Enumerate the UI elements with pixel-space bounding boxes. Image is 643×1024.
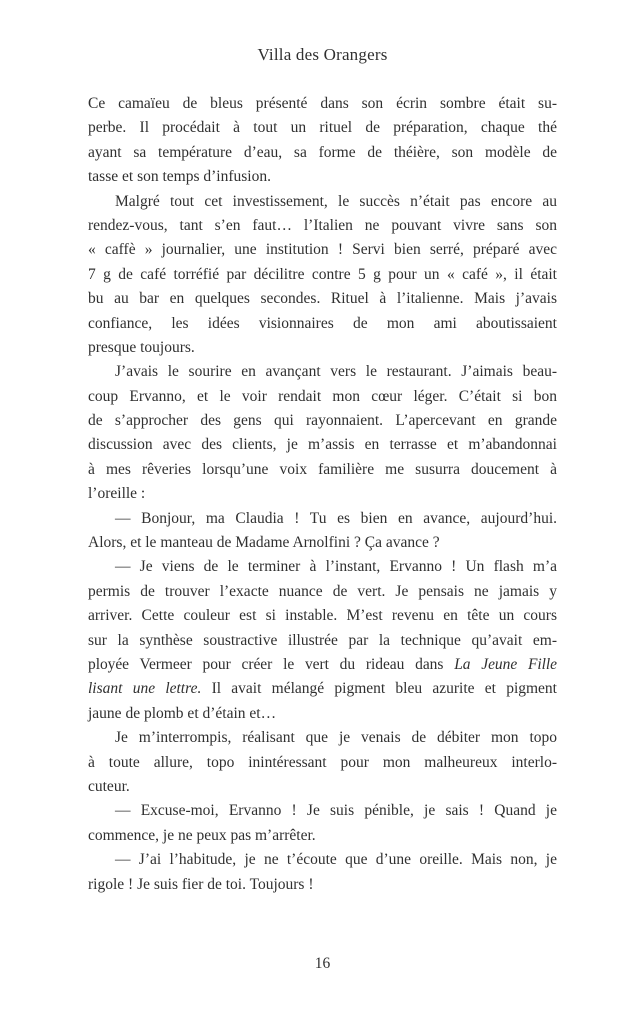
text-line xyxy=(88,580,557,604)
text-line-content xyxy=(88,290,557,307)
text-segment: presque toujours. xyxy=(88,338,195,356)
text-line-content xyxy=(88,534,440,551)
text-line-content xyxy=(88,315,557,332)
text-line xyxy=(88,873,557,897)
text-line-content xyxy=(115,510,557,527)
text-line-content xyxy=(88,632,557,649)
text-line xyxy=(88,555,557,579)
text-segment: — Je viens de le terminer à l’instant, Ervanno ! Un flash m’a xyxy=(115,558,557,576)
paragraph xyxy=(88,555,557,726)
text-segment: J’avais le sourire en avançant vers le restaurant. J’aimais beau- xyxy=(115,363,557,381)
text-line-content xyxy=(88,339,195,356)
text-line-content xyxy=(88,119,557,136)
text-segment: commence, je ne peux pas m’arrêter. xyxy=(88,826,316,844)
text-line-content xyxy=(115,729,557,746)
text-segment: Ce camaïeu de bleus présenté dans son écrin sombre était su- xyxy=(88,95,557,112)
text-line-content xyxy=(88,485,145,502)
text-line-content xyxy=(88,680,557,697)
text-segment: 7 g de café torréfié par décilitre contre 5 g pour un « café », il était xyxy=(88,265,557,283)
text-segment: bu au bar en quelques secondes. Rituel à l’italienne. Mais j’avais xyxy=(88,290,557,308)
text-segment: cuteur. xyxy=(88,777,130,795)
text-segment: rendez-vous, tant s’en faut… l’Italien ne pouvant vivre sans son xyxy=(88,216,557,234)
text-segment: discussion avec des clients, je m’assis en terrasse et m’abandonnai xyxy=(88,436,557,454)
running-header: Villa des Orangers xyxy=(257,45,388,64)
text-line xyxy=(88,92,557,116)
text-line-content xyxy=(88,388,557,405)
text-segment: arriver. Cette couleur est si instable. M’est revenu en tête un cours xyxy=(88,607,557,625)
text-line xyxy=(88,629,557,653)
text-segment: ployée Vermeer pour créer le vert du rideau dans xyxy=(88,655,455,673)
text-segment: perbe. Il procédait à tout un rituel de préparation, chaque thé xyxy=(88,119,557,137)
text-line-content xyxy=(115,851,557,868)
text-line xyxy=(88,653,557,677)
text-segment: — Excuse-moi, Ervanno ! Je suis pénible, je sais ! Quand je xyxy=(115,802,557,820)
text-line xyxy=(88,604,557,628)
text-line xyxy=(88,190,557,214)
italic-book-title: lisant une lettre. xyxy=(88,680,202,698)
text-segment: à mes rêveries lorsqu’une voix familière me susurra doucement à xyxy=(88,460,557,478)
text-segment: l’oreille : xyxy=(88,485,146,503)
paragraph xyxy=(88,360,557,506)
text-line xyxy=(88,360,557,384)
page-number: 16 xyxy=(314,955,331,972)
text-line-content xyxy=(88,461,557,478)
paragraph xyxy=(88,799,557,848)
text-line-content xyxy=(115,363,557,380)
paragraph xyxy=(88,848,557,897)
paragraph xyxy=(88,507,557,556)
text-line-content xyxy=(88,754,557,771)
text-line xyxy=(88,507,557,531)
text-segment: Il avait mélangé pigment bleu azurite et pigment xyxy=(201,680,557,698)
text-line xyxy=(88,458,557,482)
text-line xyxy=(88,848,557,872)
text-line-content xyxy=(88,95,557,112)
paragraph xyxy=(88,92,557,190)
text-segment: confiance, les idées visionnaires de mon ami aboutissaient xyxy=(88,314,557,332)
text-line xyxy=(88,531,557,555)
text-line-content xyxy=(88,217,557,234)
text-line-content xyxy=(88,168,271,185)
page-body xyxy=(88,92,557,897)
text-line xyxy=(88,312,557,336)
text-line-content xyxy=(115,802,557,819)
text-line xyxy=(88,287,557,311)
text-line xyxy=(88,116,557,140)
text-line-content xyxy=(88,144,557,161)
text-segment: tasse et son temps d’infusion. xyxy=(88,168,271,186)
text-line xyxy=(88,238,557,262)
text-line xyxy=(88,751,557,775)
text-line xyxy=(88,726,557,750)
text-line xyxy=(88,702,557,726)
text-line-content xyxy=(115,193,557,210)
text-segment: Alors, et le manteau de Madame Arnolfini ? Ça avance ? xyxy=(88,534,440,552)
text-line-content xyxy=(88,266,557,283)
text-line-content xyxy=(88,607,557,624)
text-segment: permis de trouver l’exacte nuance de vert. Je pensais ne jamais y xyxy=(88,582,557,600)
text-line-content xyxy=(88,412,557,429)
text-line xyxy=(88,433,557,457)
text-segment: coup Ervanno, et le voir rendait mon cœur léger. C’était si bon xyxy=(88,387,557,405)
text-line xyxy=(88,824,557,848)
text-line xyxy=(88,214,557,238)
text-segment: sur la synthèse soustractive illustrée par la technique qu’avait em- xyxy=(88,631,557,649)
text-segment: ayant sa température d’eau, sa forme de théière, son modèle de xyxy=(88,143,557,161)
text-line-content xyxy=(88,241,557,258)
text-segment: à toute allure, topo inintéressant pour mon malheureux interlo- xyxy=(88,753,557,771)
text-line-content xyxy=(88,583,557,600)
paragraph xyxy=(88,726,557,799)
text-line xyxy=(88,336,557,360)
text-line xyxy=(88,263,557,287)
text-segment: jaune de plomb et d’étain et… xyxy=(88,704,277,722)
text-segment: — J’ai l’habitude, je ne t’écoute que d’une oreille. Mais non, je xyxy=(115,851,557,869)
text-line-content xyxy=(88,876,314,893)
text-segment: « caffè » journalier, une institution ! Servi bien serré, préparé avec xyxy=(88,241,557,259)
text-line xyxy=(88,677,557,701)
italic-book-title: La Jeune Fille xyxy=(454,655,557,673)
text-line xyxy=(88,385,557,409)
text-line-content xyxy=(88,656,557,673)
text-line xyxy=(88,409,557,433)
text-line xyxy=(88,775,557,799)
text-line xyxy=(88,799,557,823)
text-segment: Je m’interrompis, réalisant que je venais de débiter mon topo xyxy=(115,729,557,747)
text-line xyxy=(88,482,557,506)
text-line xyxy=(88,141,557,165)
paragraph xyxy=(88,190,557,361)
text-segment: Malgré tout cet investissement, le succès n’était pas encore au xyxy=(115,192,557,210)
text-line-content xyxy=(88,436,557,453)
text-segment: — Bonjour, ma Claudia ! Tu es bien en avance, aujourd’hui. xyxy=(115,509,557,527)
text-segment: rigole ! Je suis fier de toi. Toujours ! xyxy=(88,875,314,893)
text-line xyxy=(88,165,557,189)
text-line-content xyxy=(115,558,557,575)
text-line-content xyxy=(88,827,316,844)
text-line-content xyxy=(88,705,276,722)
text-line-content xyxy=(88,778,130,795)
text-segment: de s’approcher des gens qui rayonnaient. L’apercevant en grande xyxy=(88,412,557,430)
